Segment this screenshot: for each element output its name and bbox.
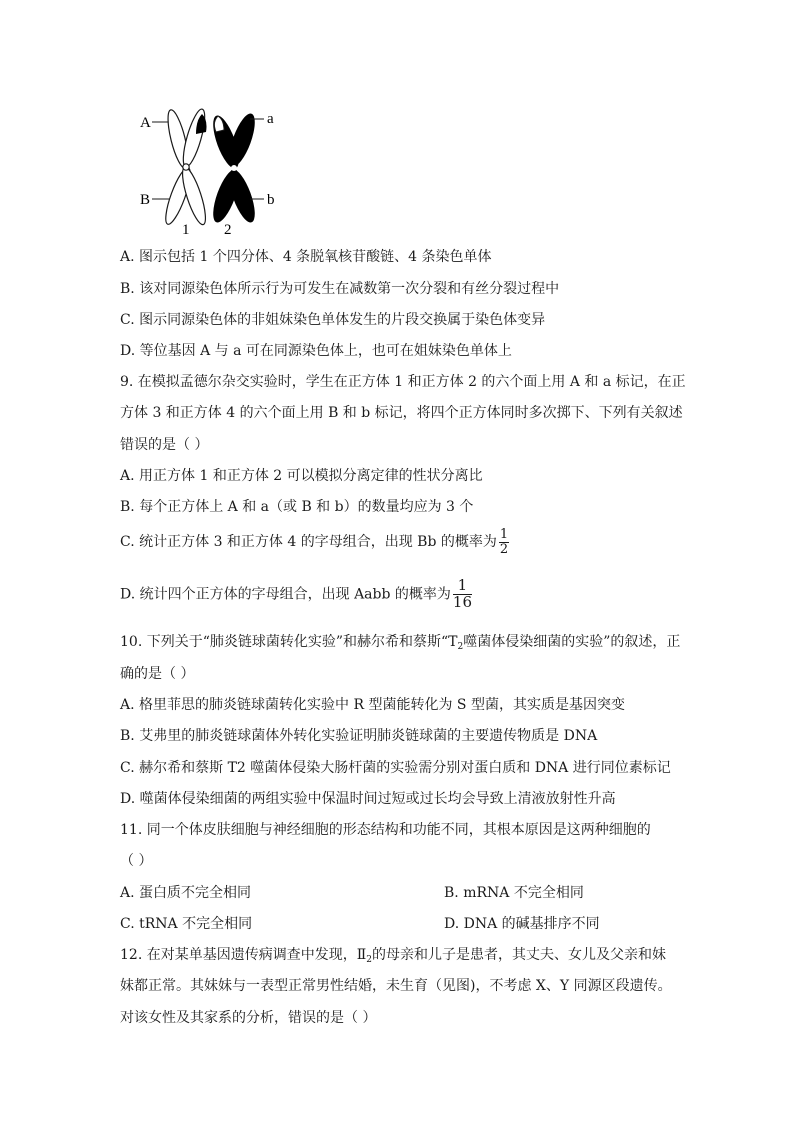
- chromosome-figure: [138, 104, 288, 238]
- q9-stem-line1: 9. 在模拟孟德尔杂交实验时，学生在正方体 1 和正方体 2 的六个面上用 A 和 a 标记，在正: [120, 374, 686, 390]
- q8-option-a: A. 图示包括 1 个四分体、4 条脱氧核苷酸链、4 条染色单体: [120, 249, 492, 265]
- label-1: 1: [182, 222, 190, 238]
- q11-stem-line2: （ ）: [120, 853, 153, 869]
- q9-option-d-text: D. 统计四个正方体的字母组合，出现 Aabb 的概率为: [120, 586, 451, 603]
- fraction-numerator: 1: [453, 578, 472, 595]
- q10-option-a: A. 格里菲思的肺炎链球菌转化实验中 R 型菌能转化为 S 型菌，其实质是基因突变: [120, 697, 625, 713]
- q9-stem-line2: 方体 3 和正方体 4 的六个面上用 B 和 b 标记，将四个正方体同时多次掷下、下列有关叙述: [120, 405, 683, 421]
- q9-stem-line3: 错误的是（ ）: [120, 437, 209, 453]
- fraction-numerator: 1: [499, 527, 509, 542]
- q10-option-d: D. 噬菌体侵染细菌的两组实验中保温时间过短或过长均会导致上清液放射性升高: [120, 791, 616, 807]
- q11-stem-line1: 11. 同一个体皮肤细胞与神经细胞的形态结构和功能不同，其根本原因是这两种细胞的: [120, 822, 651, 838]
- fraction-denominator: 16: [452, 592, 472, 611]
- q8-option-c: C. 图示同源染色体的非姐妹染色单体发生的片段交换属于染色体变异: [120, 312, 546, 328]
- label-A: A: [140, 115, 151, 131]
- q12-stem-part2: 的母亲和儿子是患者，其丈夫、女儿及父亲和妹: [371, 947, 666, 963]
- label-a: a: [267, 111, 274, 127]
- q8-option-b: B. 该对同源染色体所示行为可发生在减数第一次分裂和有丝分裂过程中: [120, 281, 560, 297]
- q9-option-a: A. 用正方体 1 和正方体 2 可以模拟分离定律的性状分离比: [120, 468, 483, 484]
- q12-stem-line2: 妹都正常。其妹妹与一表型正常男性结婚，未生育（见图)，不考虑 X、Y 同源区段遗传。: [120, 978, 672, 994]
- q10-stem-part2: 噬菌体侵染细菌的实验”的叙述，正: [463, 634, 681, 650]
- homologous-chromosome-diagram: [138, 104, 288, 238]
- label-b: b: [267, 192, 275, 208]
- q10-option-b: B. 艾弗里的肺炎链球菌体外转化实验证明肺炎链球菌的主要遗传物质是 DNA: [120, 728, 598, 744]
- q9-option-b: B. 每个正方体上 A 和 a（或 B 和 b）的数量均应为 3 个: [120, 499, 474, 515]
- q10-subscript: 2: [457, 642, 464, 652]
- q8-option-d: D. 等位基因 A 与 a 可在同源染色体上，也可在姐妹染色单体上: [120, 343, 512, 359]
- q12-stem-part1: 12. 在对某单基因遗传病调查中发现，Ⅱ: [120, 947, 367, 963]
- fraction-one-sixteenth: [453, 578, 472, 611]
- q11-option-c: C. tRNA 不完全相同: [120, 916, 253, 932]
- fraction-one-half: [499, 528, 509, 556]
- q11-option-b: B. mRNA 不完全相同: [444, 885, 584, 901]
- label-2: 2: [224, 222, 232, 238]
- q11-option-a: A. 蛋白质不完全相同: [120, 885, 252, 901]
- q10-stem-line1: [120, 635, 680, 652]
- q10-stem-line2: 确的是（ ）: [120, 666, 195, 682]
- q9-option-c: [120, 528, 509, 556]
- q11-option-d: D. DNA 的碱基排序不同: [444, 916, 600, 932]
- fraction-denominator: 2: [499, 541, 509, 557]
- q10-option-c: C. 赫尔希和蔡斯 T2 噬菌体侵染大肠杆菌的实验需分别对蛋白质和 DNA 进行同位素标记: [120, 760, 671, 776]
- q9-option-d: [120, 578, 472, 611]
- q12-stem-line3: 对该女性及其家系的分析，错误的是（ ）: [120, 1010, 377, 1026]
- centromere-1: [183, 164, 189, 170]
- label-B: B: [140, 192, 151, 208]
- centromere-2: [231, 165, 237, 171]
- q12-stem-line1: [120, 948, 666, 965]
- q9-option-c-text: C. 统计正方体 3 和正方体 4 的字母组合，出现 Bb 的概率为: [120, 534, 497, 551]
- q12-subscript: 2: [366, 955, 372, 965]
- q10-stem-part1: 10. 下列关于“肺炎链球菌转化实验”和赫尔希和蔡斯“T: [120, 634, 458, 650]
